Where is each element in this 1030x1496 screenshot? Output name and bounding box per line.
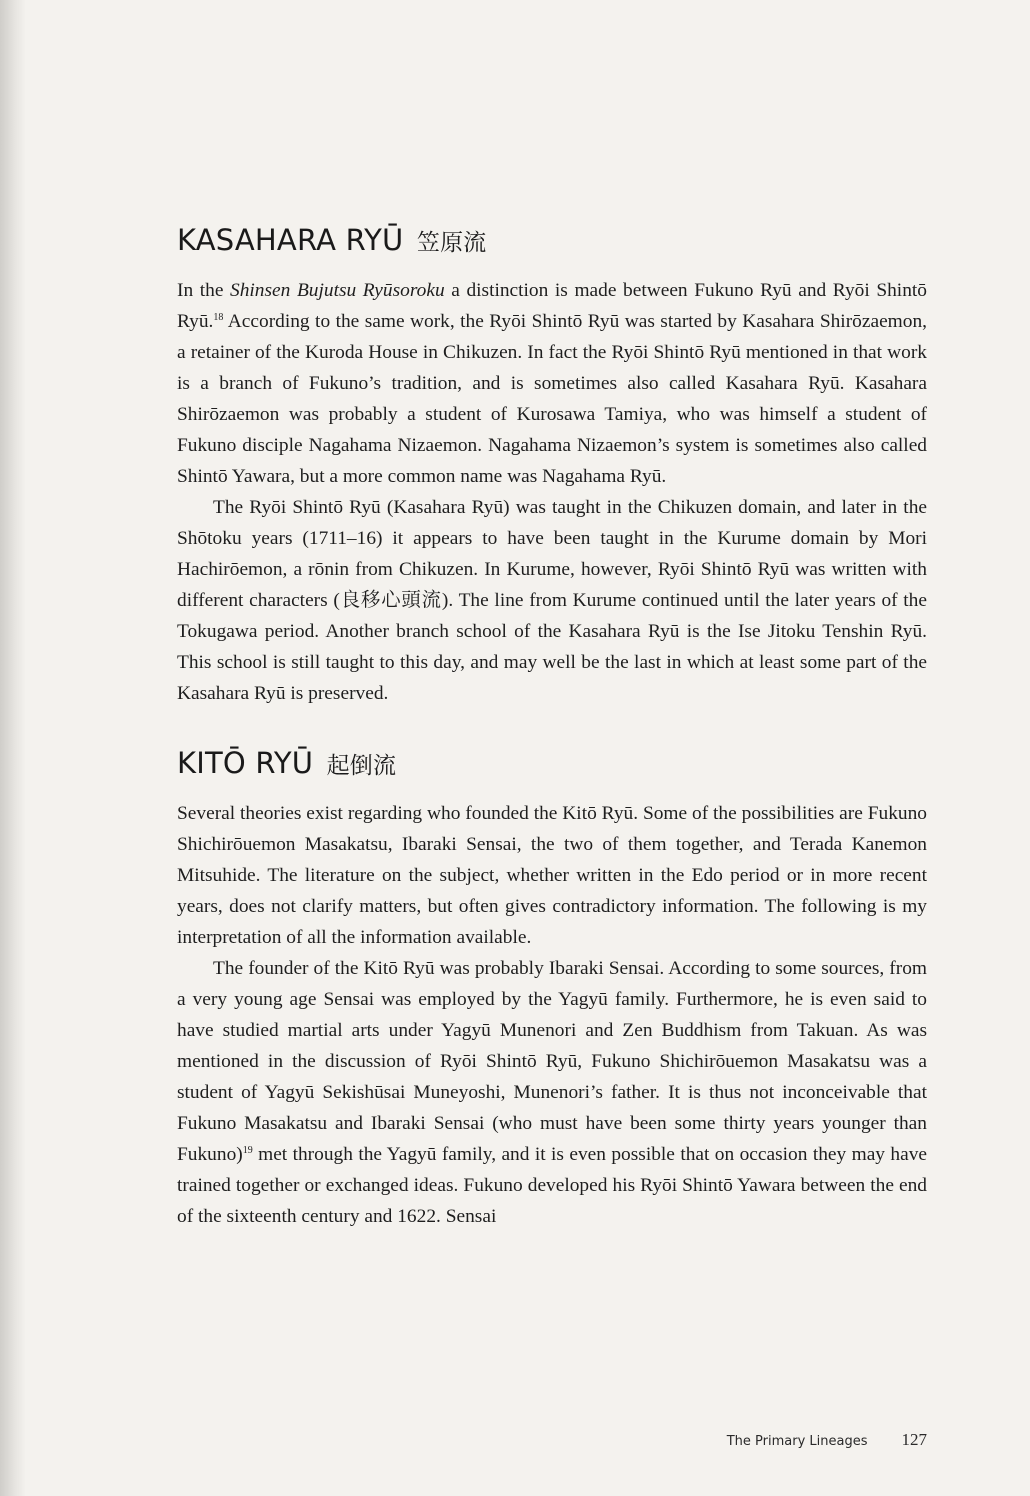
text-run: In the <box>177 280 231 301</box>
text-run: a distinction is made between Fukuno Ryū and Ryōi Shintō Ryū. <box>177 280 927 332</box>
text-run: According to the same work, the Ryōi Shintō Ryū was started by Kasahara Shirōzaemon, a retainer of the Kuroda House in Chikuzen. In fact the Ryōi Shintō Ryū mentioned in that work is a branch of Fukuno’s tradition, and is sometimes also called Kasahara Ryū. Kasahara Shirōzaemon was probably a student of Kurosawa Tamiya, who was himself a student of Fukuno disciple Nagahama Nizaemon. Nagahama Nizaemon’s system is sometimes also called Shintō Yawara, but a more common name was Nagahama Ryū. <box>177 311 927 487</box>
section-heading <box>177 220 927 263</box>
section-heading <box>177 743 927 786</box>
book-title: Shinsen Bujutsu Ryūsoroku <box>230 280 445 301</box>
text-run: met through the Yagyū family, and it is even possible that on occasion they may have trained together or exchanged ideas. Fukuno developed his Ryōi Shintō Yawara between the end of the sixteenth century and 1622. Sensai <box>177 1144 927 1227</box>
running-title: The Primary Lineages <box>726 1434 868 1449</box>
paragraph <box>177 275 927 492</box>
paragraph: The Ryōi Shintō Ryū (Kasahara Ryū) was taught in the Chikuzen domain, and later in the Shōtoku years (1711–16) it appears to have been taught in the Kurume domain by Mori Hachirōemon, a rōnin from Chikuzen. In Kurume, however, Ryōi Shintō Ryū was written with different characters (良移心頭流). The line from Kurume continued until the later years of the Tokugawa period. Another branch school of the Kasahara Ryū is the Ise Jitoku Tenshin Ryū. This school is still taught to this day, and may well be the last in which at least some part of the Kasahara Ryū is preserved. <box>177 497 927 704</box>
page-number: 127 <box>901 1430 927 1449</box>
section-kasahara-ryu <box>177 220 927 709</box>
paragraph: Several theories exist regarding who founded the Kitō Ryū. Some of the possibilities are Fukuno Shichirōuemon Masakatsu, Ibaraki Sensai, the two of them together, and Terada Kanemon Mitsuhide. The literature on the subject, whether written in the Edo period or in more recent years, does not clarify matters, but often gives contradictory information. The following is my interpretation of all the information available. <box>177 803 927 948</box>
gutter-shadow <box>0 0 26 1496</box>
heading-kanji: 笠原流 <box>416 230 487 256</box>
heading-text: KITŌ RYŪ <box>177 746 314 780</box>
footnote-ref: 19 <box>242 1145 253 1156</box>
paragraph <box>177 953 927 1232</box>
heading-text: KASAHARA RYŪ <box>177 223 404 257</box>
text-run: The founder of the Kitō Ryū was probably Ibaraki Sensai. According to some sources, from a very young age Sensai was employed by the Yagyū family. Furthermore, he is even said to have studied martial arts under Yagyū Munenori and Zen Buddhism from Takuan. As was mentioned in the discussion of Ryōi Shintō Ryū, Fukuno Shichirōuemon Masakatsu was a student of Yagyū Sekishūsai Muneyoshi, Munenori’s father. It is thus not inconceivable that Fukuno Masakatsu and Ibaraki Sensai (who must have been some thirty years younger than Fukuno) <box>177 958 927 1165</box>
page-footer <box>700 1430 927 1450</box>
heading-kanji: 起倒流 <box>326 753 397 779</box>
section-kito-ryu <box>177 743 927 1232</box>
footnote-ref: 18 <box>213 312 224 323</box>
page-body <box>177 220 927 1266</box>
